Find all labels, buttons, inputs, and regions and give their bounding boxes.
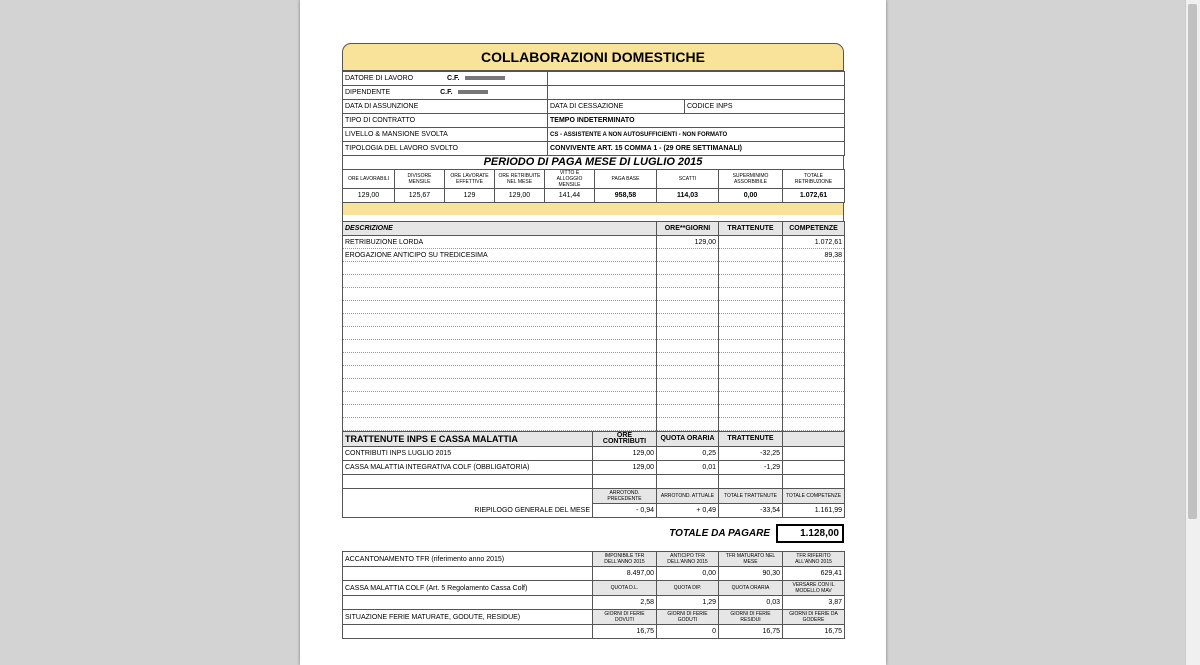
dipendente-label: DIPENDENTE C.F. xyxy=(343,86,548,100)
cassa-header: QUOTA D.L. xyxy=(593,581,657,596)
ferie-value: 0 xyxy=(657,625,719,639)
ferie-value: 16,75 xyxy=(719,625,783,639)
scrollbar-thumb[interactable] xyxy=(1188,4,1197,519)
summary-header: PAGA BASE xyxy=(595,170,657,189)
tipologia-value: CONVIVENTE ART. 15 COMMA 1 - (29 ORE SETTIMANALI) xyxy=(548,142,845,156)
summary-header: ORE RETRIBUITE NEL MESE xyxy=(495,170,545,189)
empty-row xyxy=(343,405,845,418)
period-title: PERIODO DI PAGA MESE DI LUGLIO 2015 xyxy=(342,156,844,169)
data-cessazione-label: DATA DI CESSAZIONE xyxy=(548,100,685,114)
cassa-value: 1,29 xyxy=(657,596,719,610)
tipo-contratto-value: TEMPO INDETERMINATO xyxy=(548,114,845,128)
row-ore: 129,00 xyxy=(657,236,719,249)
ferie-header: GIORNI DI FERIE DA GODERE xyxy=(783,610,845,625)
row-desc: CONTRIBUTI INPS LUGLIO 2015 xyxy=(343,447,593,461)
riepilogo-value: 1.161,99 xyxy=(783,504,845,518)
trattenute-header: TRATTENUTE xyxy=(719,432,783,447)
livello-label: LIVELLO & MANSIONE SVOLTA xyxy=(343,128,548,142)
empty-row xyxy=(343,262,845,275)
payslip xyxy=(342,43,844,639)
table-row xyxy=(343,447,845,461)
row-ore: 129,00 xyxy=(593,447,657,461)
empty-row xyxy=(343,340,845,353)
summary-value: 129,00 xyxy=(343,189,395,203)
tfr-value: 90,30 xyxy=(719,567,783,581)
cassa-header: QUOTA ORARIA xyxy=(719,581,783,596)
row-desc: EROGAZIONE ANTICIPO SU TREDICESIMA xyxy=(343,249,657,262)
empty-row xyxy=(343,327,845,340)
tipo-contratto-label: TIPO DI CONTRATTO xyxy=(343,114,548,128)
row-trattenute xyxy=(719,236,783,249)
datore-value xyxy=(548,72,845,86)
totale-label: TOTALE DA PAGARE xyxy=(669,527,770,539)
ferie-header: GIORNI DI FERIE GODUTI xyxy=(657,610,719,625)
summary-value: 141,44 xyxy=(545,189,595,203)
inps-table xyxy=(342,431,845,518)
data-assunzione-label: DATA DI ASSUNZIONE xyxy=(343,100,548,114)
accruals-table xyxy=(342,551,845,639)
empty-row xyxy=(343,353,845,366)
row-competenze: 89,38 xyxy=(783,249,845,262)
row-trattenute: -1,29 xyxy=(719,461,783,475)
arrotond-prec-header: ARROTOND. PRECEDENTE xyxy=(593,489,657,504)
tfr-value: 8.497,00 xyxy=(593,567,657,581)
cassa-header: QUOTA DIP. xyxy=(657,581,719,596)
arrotond-att-header: ARROTOND. ATTUALE xyxy=(657,489,719,504)
summary-value: 129,00 xyxy=(495,189,545,203)
summary-header: SUPERMINIMO ASSORBIBILE xyxy=(719,170,783,189)
ferie-header: GIORNI DI FERIE RESIDUI xyxy=(719,610,783,625)
tfr-header: TFR MATURATO NEL MESE xyxy=(719,552,783,567)
empty-row xyxy=(343,392,845,405)
quota-oraria-header: QUOTA ORARIA xyxy=(657,432,719,447)
ferie-value: 16,75 xyxy=(593,625,657,639)
dipendente-value xyxy=(548,86,845,100)
row-desc: CASSA MALATTIA INTEGRATIVA COLF (OBBLIGATORIA) xyxy=(343,461,593,475)
row-quota: 0,01 xyxy=(657,461,719,475)
codice-inps-label: CODICE INPS xyxy=(685,100,845,114)
riepilogo-value: - 0,94 xyxy=(593,504,657,518)
datore-cf-label: C.F. xyxy=(447,75,460,82)
cassa-label: CASSA MALATTIA COLF (Art. 5 Regolamento Cassa Colf) xyxy=(343,581,593,596)
row-ore xyxy=(657,249,719,262)
description-table xyxy=(342,221,845,431)
ferie-header: GIORNI DI FERIE DOVUTI xyxy=(593,610,657,625)
summary-header: DIVISORE MENSILE xyxy=(395,170,445,189)
cassa-value: 2,58 xyxy=(593,596,657,610)
tfr-header: IMPONIBILE TFR DELL'ANNO 2015 xyxy=(593,552,657,567)
redacted-cf xyxy=(465,76,505,80)
empty-row xyxy=(343,314,845,327)
ferie-value: 16,75 xyxy=(783,625,845,639)
vertical-scrollbar[interactable] xyxy=(1185,0,1200,665)
competenze-header: COMPETENZE xyxy=(783,222,845,236)
summary-header: ORE LAVORABILI xyxy=(343,170,395,189)
redacted-cf xyxy=(458,90,488,94)
row-trattenute: -32,25 xyxy=(719,447,783,461)
summary-value: 1.072,61 xyxy=(783,189,845,203)
riepilogo-value: -33,54 xyxy=(719,504,783,518)
row-ore: 129,00 xyxy=(593,461,657,475)
table-row xyxy=(343,249,845,262)
document-title: COLLABORAZIONI DOMESTICHE xyxy=(342,43,844,71)
summary-value: 114,03 xyxy=(657,189,719,203)
summary-header: TOTALE RETRIBUZIONE xyxy=(783,170,845,189)
tfr-label: ACCANTONAMENTO TFR (riferimento anno 2015) xyxy=(343,552,593,567)
empty-row xyxy=(343,366,845,379)
summary-value: 958,58 xyxy=(595,189,657,203)
totale-competenze-header: TOTALE COMPETENZE xyxy=(783,489,845,504)
descrizione-header: DESCRIZIONE xyxy=(343,222,657,236)
row-desc: RETRIBUZIONE LORDA xyxy=(343,236,657,249)
empty-row xyxy=(343,301,845,314)
info-table xyxy=(342,71,845,156)
ore-giorni-header: ORE**GIORNI xyxy=(657,222,719,236)
tipologia-label: TIPOLOGIA DEL LAVORO SVOLTO xyxy=(343,142,548,156)
livello-value: CS - ASSISTENTE A NON AUTOSUFFICIENTI - NON FORMATO xyxy=(548,128,845,142)
summary-header: ORE LAVORATE EFFETTIVE xyxy=(445,170,495,189)
riepilogo-label: RIEPILOGO GENERALE DEL MESE xyxy=(343,504,593,518)
summary-value: 0,00 xyxy=(719,189,783,203)
empty-row xyxy=(343,275,845,288)
ferie-label: SITUAZIONE FERIE MATURATE, GODUTE, RESIDUE) xyxy=(343,610,593,625)
totale-value: 1.128,00 xyxy=(776,524,844,543)
empty-row xyxy=(343,418,845,431)
ore-contributi-header: ORE CONTRIBUTI xyxy=(593,432,657,447)
summary-header: VITTO E ALLOGGIO MENSILE xyxy=(545,170,595,189)
table-row xyxy=(343,461,845,475)
tfr-value: 0,00 xyxy=(657,567,719,581)
inps-header: TRATTENUTE INPS E CASSA MALATTIA xyxy=(343,432,593,447)
empty-row xyxy=(343,379,845,392)
row-competenze: 1.072,61 xyxy=(783,236,845,249)
document-page xyxy=(300,0,886,665)
row-quota: 0,25 xyxy=(657,447,719,461)
empty-row xyxy=(343,288,845,301)
tfr-header: TFR RIFERITO ALL'ANNO 2015 xyxy=(783,552,845,567)
table-row xyxy=(343,236,845,249)
trattenute-header: TRATTENUTE xyxy=(719,222,783,236)
summary-value: 129 xyxy=(445,189,495,203)
yellow-separator xyxy=(342,203,844,215)
tfr-header: ANTICIPO TFR DELL'ANNO 2015 xyxy=(657,552,719,567)
riepilogo-value: + 0,49 xyxy=(657,504,719,518)
cassa-value: 0,03 xyxy=(719,596,783,610)
summary-header: SCATTI xyxy=(657,170,719,189)
cassa-header: VERSARE CON IL MODELLO MAV xyxy=(783,581,845,596)
datore-label: DATORE DI LAVORO C.F. xyxy=(343,72,548,86)
summary-value: 125,67 xyxy=(395,189,445,203)
empty-row xyxy=(343,475,845,489)
row-trattenute xyxy=(719,249,783,262)
dipendente-cf-label: C.F. xyxy=(440,89,453,96)
tfr-value: 629,41 xyxy=(783,567,845,581)
cassa-value: 3,87 xyxy=(783,596,845,610)
totale-da-pagare xyxy=(342,522,844,544)
totale-trattenute-header: TOTALE TRATTENUTE xyxy=(719,489,783,504)
riepilogo-row xyxy=(343,504,845,518)
summary-table xyxy=(342,169,845,203)
